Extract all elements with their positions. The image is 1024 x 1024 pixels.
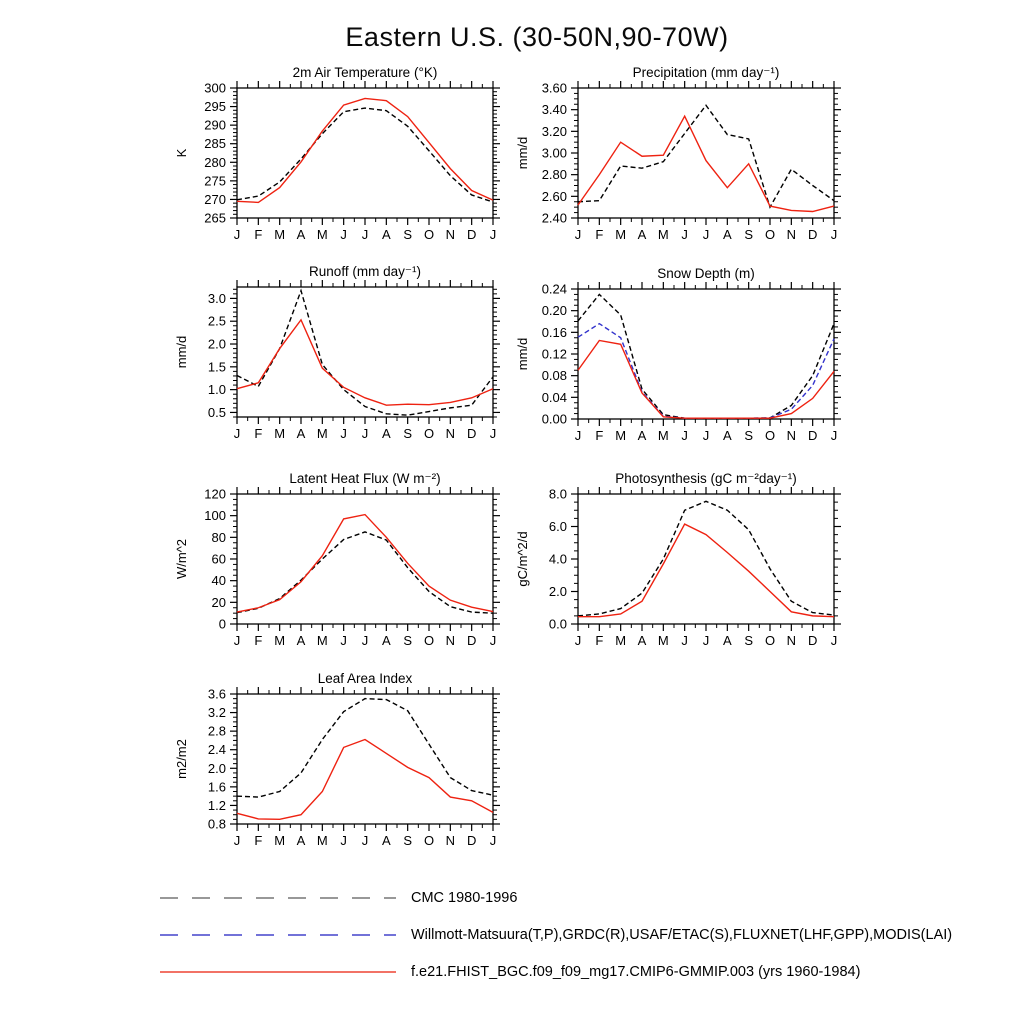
y-tick-label: 290 (204, 117, 226, 133)
y-axis-label: K (174, 148, 189, 158)
chart-runoff (170, 259, 520, 451)
y-tick-label: 3.6 (207, 686, 226, 702)
x-tick-label: F (254, 227, 263, 242)
x-tick-label: J (340, 833, 347, 848)
x-tick-label: J (489, 633, 497, 648)
y-tick-label: 0.24 (541, 281, 567, 297)
chart-canvas (511, 60, 861, 252)
y-tick-label: 295 (204, 99, 226, 115)
chart-canvas (170, 466, 520, 658)
x-tick-label: M (316, 426, 328, 441)
legend-item (158, 879, 952, 916)
x-tick-label: J (340, 426, 347, 441)
x-tick-label: J (489, 227, 497, 242)
y-tick-label: 3.60 (541, 80, 567, 96)
y-tick-label: 1.5 (207, 359, 226, 375)
page-title: Eastern U.S. (30-50N,90-70W) (345, 22, 729, 52)
x-tick-label: J (489, 833, 497, 848)
x-tick-label: A (381, 227, 391, 242)
y-tick-label: 4.0 (548, 551, 567, 567)
series-model (237, 320, 493, 405)
x-tick-label: M (615, 428, 627, 443)
x-tick-label: J (574, 428, 582, 443)
legend-label: f.e21.FHIST_BGC.f09_f09_mg17.CMIP6-GMMIP.003 (yrs 1960-1984) (411, 963, 861, 980)
x-tick-label: A (722, 227, 732, 242)
y-tick-label: 0.12 (541, 346, 567, 362)
x-tick-label: J (361, 633, 369, 648)
y-tick-label: 3.00 (541, 145, 567, 161)
plot-box (578, 88, 834, 218)
y-tick-label: 100 (204, 508, 226, 524)
y-tick-label: 1.6 (207, 779, 226, 795)
chart-title: Snow Depth (m) (657, 266, 755, 281)
x-tick-label: A (296, 833, 306, 848)
x-tick-label: M (316, 227, 328, 242)
plot-box (578, 494, 834, 624)
chart-title: Precipitation (mm day⁻¹) (632, 65, 780, 80)
y-tick-label: 285 (204, 136, 226, 152)
x-tick-label: D (466, 426, 477, 441)
chart-canvas (511, 466, 861, 658)
x-tick-label: M (274, 633, 286, 648)
series-observation-cmc (578, 294, 834, 418)
x-tick-label: D (807, 428, 818, 443)
y-tick-label: 1.2 (207, 797, 226, 813)
y-tick-label: 20 (211, 594, 226, 610)
x-tick-label: F (254, 633, 263, 648)
y-tick-label: 0 (218, 616, 226, 632)
chart-canvas (170, 60, 520, 252)
y-tick-label: 2.40 (541, 210, 567, 226)
y-tick-label: 40 (211, 573, 226, 589)
chart-canvas (511, 261, 861, 453)
x-tick-label: S (744, 633, 754, 648)
x-tick-label: A (296, 633, 306, 648)
x-tick-label: F (595, 227, 604, 242)
legend-line-sample (158, 967, 398, 977)
y-tick-label: 0.04 (541, 389, 567, 405)
y-tick-label: 0.00 (541, 411, 567, 427)
series-model (578, 116, 834, 211)
x-tick-label: A (381, 426, 391, 441)
x-tick-label: J (361, 227, 369, 242)
y-tick-label: 8.0 (548, 486, 567, 502)
y-tick-label: 2.5 (207, 313, 226, 329)
x-tick-label: N (445, 833, 456, 848)
y-tick-label: 1.0 (207, 382, 226, 398)
series-observation (237, 108, 493, 202)
plot-box (237, 494, 493, 624)
y-tick-label: 3.0 (207, 290, 226, 306)
x-tick-label: A (381, 833, 391, 848)
y-tick-label: 80 (211, 529, 226, 545)
y-tick-label: 3.40 (541, 102, 567, 118)
legend-label: CMC 1980-1996 (411, 889, 518, 906)
x-tick-label: O (423, 227, 435, 242)
x-tick-label: N (786, 227, 797, 242)
y-tick-label: 275 (204, 173, 226, 189)
y-tick-label: 265 (204, 210, 226, 226)
y-tick-label: 2.0 (207, 336, 226, 352)
x-tick-label: J (233, 227, 241, 242)
x-tick-label: M (657, 428, 669, 443)
x-tick-label: J (830, 227, 838, 242)
y-tick-label: 280 (204, 154, 226, 170)
x-tick-label: F (254, 426, 263, 441)
legend-line-sample (158, 893, 398, 903)
legend-item (158, 953, 952, 990)
x-tick-label: A (296, 426, 306, 441)
x-tick-label: D (466, 227, 477, 242)
chart-canvas (170, 259, 520, 451)
legend-label: Willmott-Matsuura(T,P),GRDC(R),USAF/ETAC(S),FLUXNET(LHF,GPP),MODIS(LAI) (411, 926, 953, 943)
y-tick-label: 2.60 (541, 188, 567, 204)
x-tick-label: O (764, 227, 776, 242)
x-tick-label: O (423, 833, 435, 848)
x-tick-label: M (274, 833, 286, 848)
y-tick-label: 0.5 (207, 404, 226, 420)
x-tick-label: J (361, 426, 369, 441)
legend (158, 879, 952, 990)
x-tick-label: J (681, 633, 688, 648)
x-tick-label: M (657, 227, 669, 242)
x-tick-label: N (445, 633, 456, 648)
y-tick-label: 60 (211, 551, 226, 567)
x-tick-label: J (340, 633, 347, 648)
series-model (578, 340, 834, 418)
x-tick-label: J (702, 227, 710, 242)
y-tick-label: 0.8 (207, 816, 226, 832)
y-tick-label: 6.0 (548, 519, 567, 534)
x-tick-label: J (340, 227, 347, 242)
series-observation (237, 699, 493, 797)
chart-title: Runoff (mm day⁻¹) (309, 264, 421, 279)
chart-latent-heat-flux (170, 466, 520, 658)
x-tick-label: S (403, 426, 413, 441)
y-axis-label: gC/m^2/d (515, 531, 530, 587)
x-tick-label: A (296, 227, 306, 242)
x-tick-label: N (786, 633, 797, 648)
x-tick-label: S (403, 633, 413, 648)
y-tick-label: 3.20 (541, 123, 567, 139)
x-tick-label: A (722, 633, 732, 648)
y-axis-label: m2/m2 (174, 739, 189, 779)
x-tick-label: J (361, 833, 369, 848)
x-tick-label: A (722, 428, 732, 443)
series-model (578, 524, 834, 617)
y-tick-label: 0.16 (541, 324, 567, 340)
x-tick-label: O (764, 633, 776, 648)
x-tick-label: J (233, 833, 241, 848)
chart-title: Photosynthesis (gC m⁻²day⁻¹) (615, 471, 797, 486)
x-tick-label: J (233, 633, 241, 648)
y-tick-label: 2.0 (207, 760, 226, 776)
x-tick-label: N (786, 428, 797, 443)
x-tick-label: M (316, 833, 328, 848)
x-tick-label: D (466, 633, 477, 648)
y-tick-label: 2.8 (207, 723, 226, 739)
x-tick-label: M (657, 633, 669, 648)
x-tick-label: J (681, 428, 688, 443)
x-tick-label: J (681, 227, 688, 242)
x-tick-label: A (637, 227, 647, 242)
x-tick-label: M (615, 227, 627, 242)
x-tick-label: O (423, 633, 435, 648)
x-tick-label: N (445, 227, 456, 242)
series-observation-usaf-etac (578, 324, 834, 419)
y-tick-label: 300 (204, 80, 226, 96)
x-tick-label: J (702, 428, 710, 443)
y-tick-label: 2.80 (541, 167, 567, 183)
y-axis-label: mm/d (515, 136, 530, 170)
legend-line-sample (158, 930, 398, 940)
chart-title: Leaf Area Index (317, 671, 413, 686)
x-tick-label: S (403, 227, 413, 242)
x-tick-label: J (830, 633, 838, 648)
x-tick-label: M (615, 633, 627, 648)
chart-2m-air-temperature (170, 60, 520, 252)
legend-item (158, 916, 952, 953)
y-tick-label: 120 (204, 486, 226, 502)
series-observation (578, 105, 834, 207)
series-observation (237, 291, 493, 416)
y-tick-label: 2.4 (207, 742, 226, 758)
y-axis-label: mm/d (515, 337, 530, 371)
x-tick-label: D (466, 833, 477, 848)
x-tick-label: F (595, 633, 604, 648)
x-tick-label: J (574, 227, 582, 242)
x-tick-label: A (637, 633, 647, 648)
x-tick-label: O (423, 426, 435, 441)
x-tick-label: J (574, 633, 582, 648)
chart-title: Latent Heat Flux (W m⁻²) (289, 471, 441, 486)
x-tick-label: J (233, 426, 241, 441)
x-tick-label: J (830, 428, 838, 443)
x-tick-label: J (702, 633, 710, 648)
x-tick-label: O (764, 428, 776, 443)
y-tick-label: 270 (204, 191, 226, 207)
chart-snow-depth (511, 261, 861, 453)
y-tick-label: 3.2 (207, 705, 226, 721)
x-tick-label: F (254, 833, 263, 848)
x-tick-label: S (403, 833, 413, 848)
chart-title: 2m Air Temperature (°K) (292, 65, 438, 80)
y-tick-label: 0.08 (541, 368, 567, 384)
x-tick-label: S (744, 227, 754, 242)
y-axis-label: W/m^2 (174, 538, 189, 580)
x-tick-label: A (637, 428, 647, 443)
x-tick-label: S (744, 428, 754, 443)
y-tick-label: 2.0 (548, 584, 567, 599)
y-tick-label: 0.20 (541, 303, 567, 319)
x-tick-label: A (381, 633, 391, 648)
y-tick-label: 0.0 (548, 616, 567, 632)
x-tick-label: M (316, 633, 328, 648)
x-tick-label: M (274, 426, 286, 441)
chart-photosynthesis (511, 466, 861, 658)
x-tick-label: F (595, 428, 604, 443)
y-axis-label: mm/d (174, 335, 189, 369)
series-model (237, 98, 493, 202)
x-tick-label: D (807, 227, 818, 242)
plot-box (237, 694, 493, 824)
chart-precipitation (511, 60, 861, 252)
chart-leaf-area-index (170, 666, 520, 858)
chart-canvas (170, 666, 520, 858)
series-model (237, 515, 493, 613)
x-tick-label: D (807, 633, 818, 648)
series-observation (578, 501, 834, 616)
x-tick-label: N (445, 426, 456, 441)
x-tick-label: M (274, 227, 286, 242)
x-tick-label: J (489, 426, 497, 441)
